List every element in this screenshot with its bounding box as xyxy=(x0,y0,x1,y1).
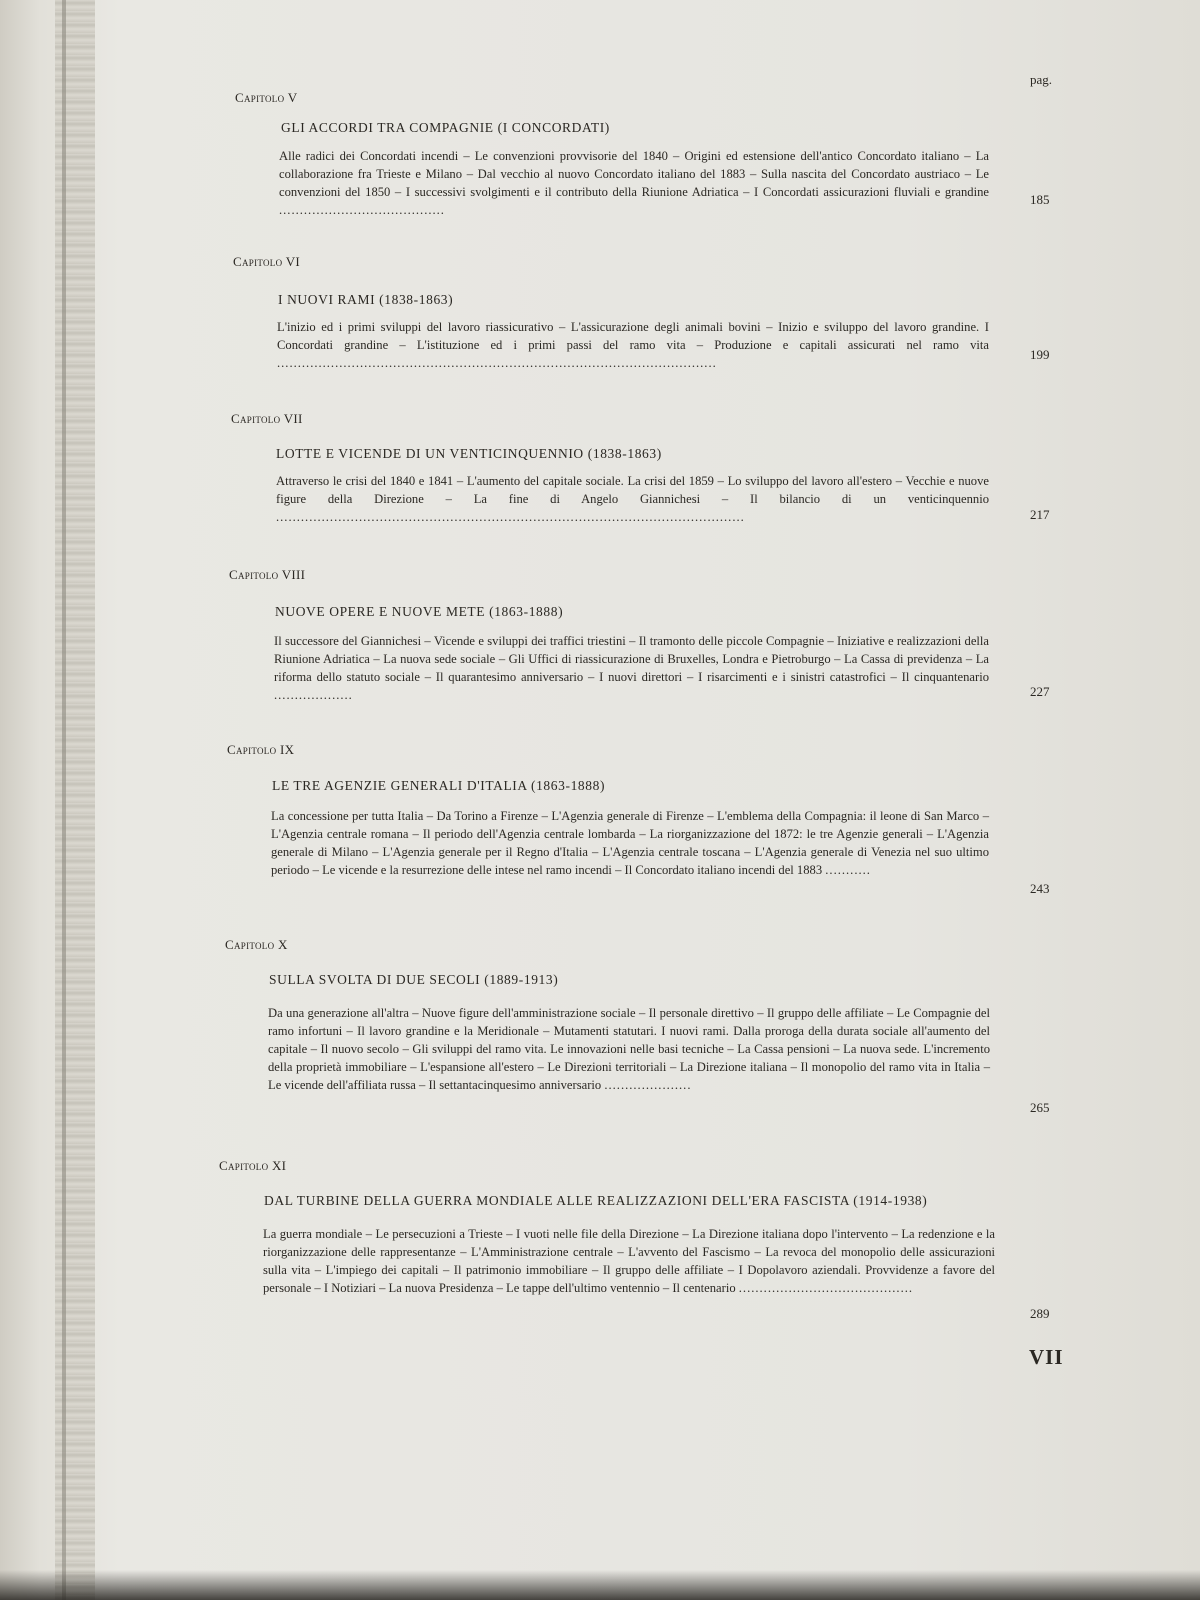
chapter-page-number: 185 xyxy=(1030,192,1050,207)
spine-edge xyxy=(62,0,66,1600)
chapter-label: Capitolo VI xyxy=(233,254,301,269)
chapter-label: Capitolo XI xyxy=(219,1158,287,1173)
chapter-summary: La guerra mondiale – Le persecuzioni a Trieste – I vuoti nelle file della Direzione – La Direzione italiana dopo l'intervento – La redenzione e la riorganizzazione delle rappresentanze – L'Amministrazione centrale – L'avvento del Fascismo – La revoca del monopolio delle assicurazioni sulla vita – L'impiego dei capitali – Il patrimonio immobiliare – Il gruppo delle affiliate – I Dopolavoro aziendali. Provvidenze a favore del personale – I Notiziari – La nuova Presidenza – Le tappe dell'ultimo ventennio – Il centenario .......................................... xyxy=(263,1227,995,1295)
chapter-title: GLI ACCORDI TRA COMPAGNIE (I CONCORDATI) xyxy=(281,120,610,135)
summary-text: Attraverso le crisi del 1840 e 1841 – L'aumento del capitale sociale. La crisi del 1859 – Lo sviluppo del lavoro all'estero – Vecchie e nuove figure della Direzione – La fine di Angelo Giannichesi – Il bilancio di un venticinquennio xyxy=(276,474,989,506)
chapter-label: Capitolo VII xyxy=(231,411,303,426)
chapter-page-number: 289 xyxy=(1030,1306,1050,1321)
chapter-page-number: 243 xyxy=(1030,881,1050,896)
summary-text: Alle radici dei Concordati incendi – Le convenzioni provvisorie del 1840 – Origini ed estensione dell'antico Concordato italiano – La collaborazione fra Trieste e Milano – Dal vecchio al nuovo Concordato italiano del 1883 – Sulla nascita del Concordato austriaco – Le convenzioni del 1850 – I successivi svolgimenti e il contributo della Riunione Adriatica – I Concordati assicurazioni fluviali e grandine xyxy=(279,149,989,199)
chapter-title: SULLA SVOLTA DI DUE SECOLI (1889-1913) xyxy=(269,972,559,987)
chapter-title: LOTTE E VICENDE DI UN VENTICINQUENNIO (1838-1863) xyxy=(276,446,662,461)
book-spine xyxy=(55,0,95,1600)
chapter-summary: Da una generazione all'altra – Nuove figure dell'amministrazione sociale – Il personale direttivo – Il gruppo delle affiliate – Le Compagnie del ramo infortuni – Il lavoro grandine e la Meridionale – Mutamenti statutari. I nuovi rami. Dalla proroga della durata sociale all'aumento del capitale – Il nuovo secolo – Gli sviluppi del ramo vita. Le innovazioni nelle basi tecniche – La Cassa pensioni – La nuova sede. L'incremento della proprietà immobiliare – L'espansione all'estero – Le Direzioni territoriali – La Direzione italiana – Il monopolio del ramo vita in Italia – Le vicende dell'affiliata russa – Il settantacinquesimo anniversario ..................... xyxy=(268,1006,990,1092)
chapter-page-number: 199 xyxy=(1030,347,1050,362)
chapter-label: Capitolo IX xyxy=(227,742,295,757)
chapter-page-number: 265 xyxy=(1030,1100,1050,1115)
chapter-label: Capitolo VIII xyxy=(229,567,306,582)
chapter-page-number: 217 xyxy=(1030,507,1050,522)
page-column-label: pag. xyxy=(1030,72,1053,87)
chapter-title: I NUOVI RAMI (1838-1863) xyxy=(278,292,454,307)
chapter-label: Capitolo V xyxy=(235,90,298,105)
chapter-summary: Alle radici dei Concordati incendi – Le convenzioni provvisorie del 1840 – Origini ed estensione dell'antico Concordato italiano – La collaborazione fra Trieste e Milano – Dal vecchio al nuovo Concordato italiano del 1883 – Sulla nascita del Concordato austriaco – Le convenzioni del 1850 – I successivi svolgimenti e il contributo della Riunione Adriatica – I Concordati assicurazioni fluviali e grandine ........................................ xyxy=(279,149,989,217)
summary-text: Da una generazione all'altra – Nuove figure dell'amministrazione sociale – Il personale direttivo – Il gruppo delle affiliate – Le Compagnie del ramo infortuni – Il lavoro grandine e la Meridionale – Mutamenti statutari. I nuovi rami. Dalla proroga della durata sociale all'aumento del capitale – Il nuovo secolo – Gli sviluppi del ramo vita. Le innovazioni nelle basi tecniche – La Cassa pensioni – La nuova sede. L'incremento della proprietà immobiliare – L'espansione all'estero – Le Direzioni territoriali – La Direzione italiana – Il monopolio del ramo vita in Italia – Le vicende dell'affiliata russa – Il settantacinquesimo anniversario xyxy=(268,1006,990,1092)
chapter-page-number: 227 xyxy=(1030,684,1050,699)
chapter-summary: Attraverso le crisi del 1840 e 1841 – L'aumento del capitale sociale. La crisi del 1859 – Lo sviluppo del lavoro all'estero – Vecchie e nuove figure della Direzione – La fine di Angelo Giannichesi – Il bilancio di un venticinquennio ................................................................................................................. xyxy=(276,474,989,524)
chapter-title: DAL TURBINE DELLA GUERRA MONDIALE ALLE REALIZZAZIONI DELL'ERA FASCISTA (1914-1938) xyxy=(264,1193,928,1208)
summary-text: La guerra mondiale – Le persecuzioni a Trieste – I vuoti nelle file della Direzione – La Direzione italiana dopo l'intervento – La redenzione e la riorganizzazione delle rappresentanze – L'Amministrazione centrale – L'avvento del Fascismo – La revoca del monopolio delle assicurazioni sulla vita – L'impiego dei capitali – Il patrimonio immobiliare – Il gruppo delle affiliate – I Dopolavoro aziendali. Provvidenze a favore del personale – I Notiziari – La nuova Presidenza – Le tappe dell'ultimo ventennio – Il centenario xyxy=(263,1227,995,1295)
summary-text: Il successore del Giannichesi – Vicende e sviluppi dei traffici triestini – Il tramonto delle piccole Compagnie – Iniziative e realizzazioni della Riunione Adriatica – La nuova sede sociale – Gli Uffici di riassicurazione di Bruxelles, Londra e Pietroburgo – La Cassa di previdenza – La riforma dello statuto sociale – Il quarantesimo anniversario – I nuovi direttori – I risarcimenti e i sinistri catastrofici – Il cinquantenario xyxy=(274,634,989,684)
summary-text: L'inizio ed i primi sviluppi del lavoro riassicurativo – L'assicurazione degli animali bovini – Inizio e sviluppo del lavoro grandine. I Concordati grandine – L'istituzione ed i primi passi del ramo vita – Produzione e capitali assicurati nel ramo vita xyxy=(277,320,989,352)
chapter-summary: La concessione per tutta Italia – Da Torino a Firenze – L'Agenzia generale di Firenze – L'emblema della Compagnia: il leone di San Marco – L'Agenzia centrale romana – Il periodo dell'Agenzia centrale lombarda – La riorganizzazione del 1872: le tre Agenzie generali – L'Agenzia generale di Milano – L'Agenzia generale per il Regno d'Italia – L'Agenzia centrale toscana – L'Agenzia generale di Venezia nel suo ultimo periodo – Le vicende e la resurrezione delle intese nel ramo incendi – Il Concordato italiano incendi del 1883 ........... xyxy=(271,809,989,877)
summary-text: La concessione per tutta Italia – Da Torino a Firenze – L'Agenzia generale di Firenze – L'emblema della Compagnia: il leone di San Marco – L'Agenzia centrale romana – Il periodo dell'Agenzia centrale lombarda – La riorganizzazione del 1872: le tre Agenzie generali – L'Agenzia generale di Milano – L'Agenzia generale per il Regno d'Italia – L'Agenzia centrale toscana – L'Agenzia generale di Venezia nel suo ultimo periodo – Le vicende e la resurrezione delle intese nel ramo incendi – Il Concordato italiano incendi del 1883 xyxy=(271,809,989,877)
bottom-shadow xyxy=(0,1570,1200,1600)
chapter-title: NUOVE OPERE E NUOVE METE (1863-1888) xyxy=(275,604,564,619)
roman-page-number: VII xyxy=(1029,1345,1064,1369)
chapter-summary: L'inizio ed i primi sviluppi del lavoro riassicurativo – L'assicurazione degli animali bovini – Inizio e sviluppo del lavoro grandine. I Concordati grandine – L'istituzione ed i primi passi del ramo vita – Produzione e capitali assicurati nel ramo vita .......................................................................................................... xyxy=(277,320,989,370)
chapter-label: Capitolo X xyxy=(225,937,288,952)
chapter-title: LE TRE AGENZIE GENERALI D'ITALIA (1863-1888) xyxy=(272,778,606,793)
chapter-summary: Il successore del Giannichesi – Vicende e sviluppi dei traffici triestini – Il tramonto delle piccole Compagnie – Iniziative e realizzazioni della Riunione Adriatica – La nuova sede sociale – Gli Uffici di riassicurazione di Bruxelles, Londra e Pietroburgo – La Cassa di previdenza – La riforma dello statuto sociale – Il quarantesimo anniversario – I nuovi direttori – I risarcimenti e i sinistri catastrofici – Il cinquantenario ................... xyxy=(274,634,989,702)
